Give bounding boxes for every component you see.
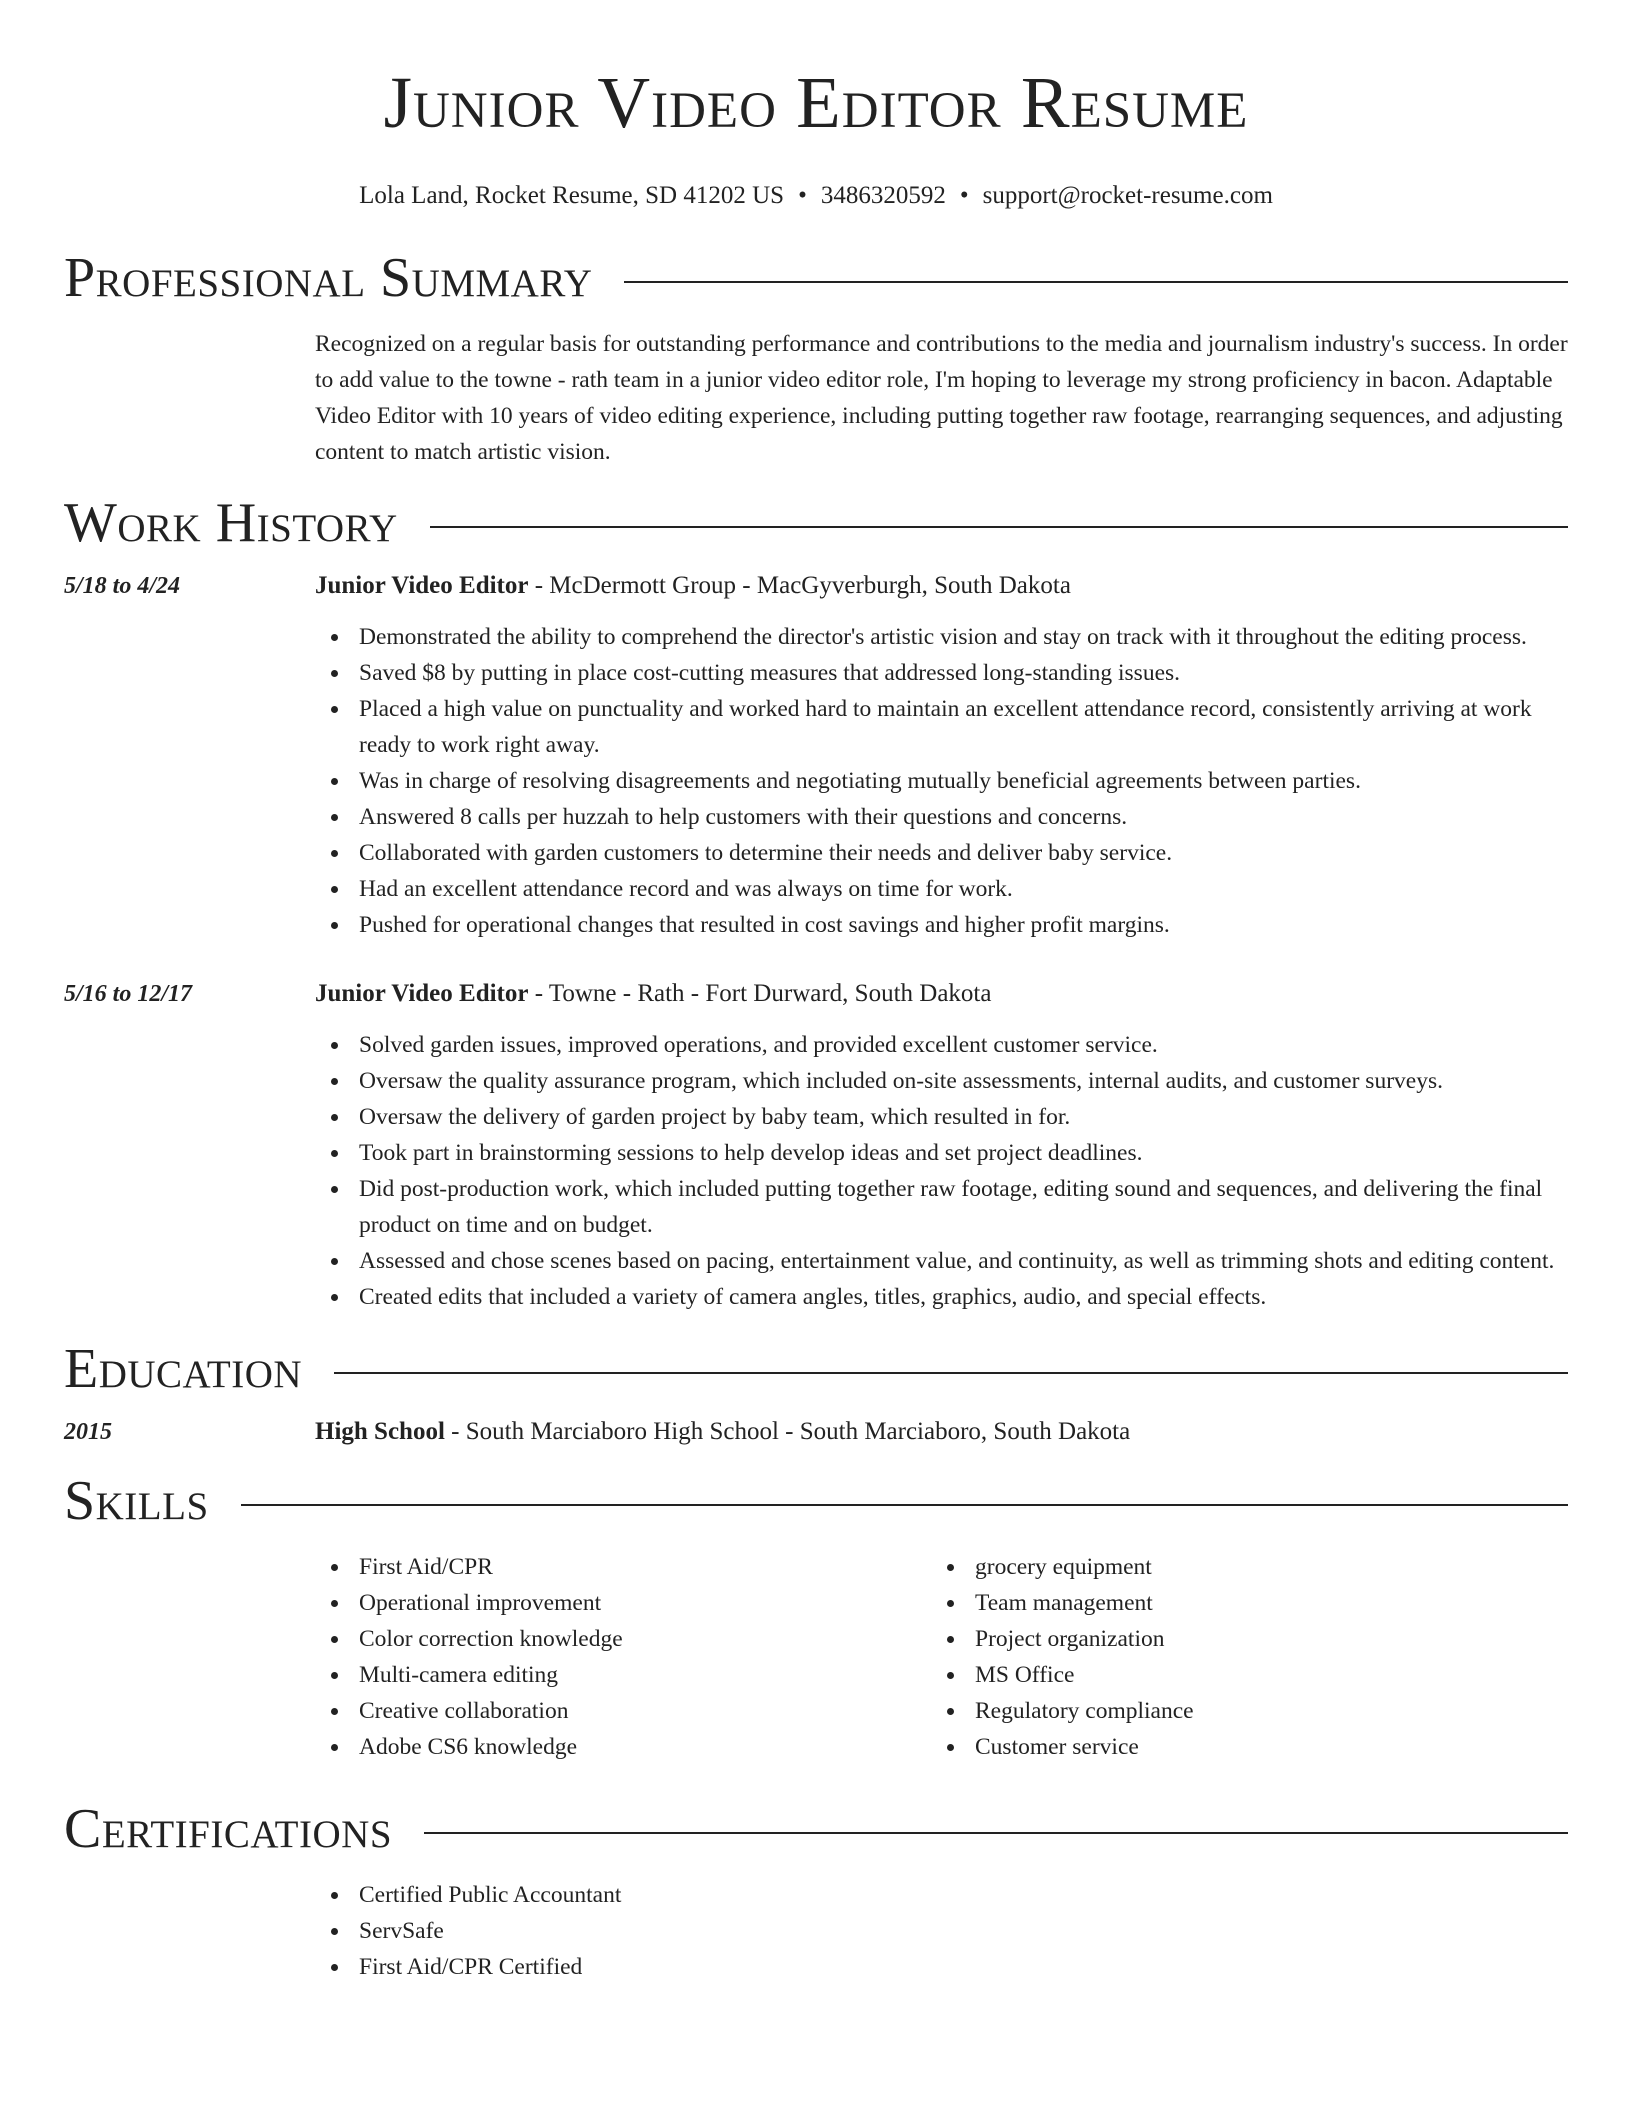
- job-dates: 5/18 to 4/24: [64, 573, 181, 599]
- skills-heading: Skills: [64, 1470, 209, 1532]
- work-history-section-header: [64, 491, 1568, 555]
- certification-item: ServSafe: [315, 1913, 1568, 1949]
- job-title: Junior Video Editor: [315, 980, 529, 1007]
- resume-title: Junior Video Editor Resume: [383, 62, 1249, 143]
- job-bullets: [315, 1027, 1568, 1315]
- job-bullet: Saved $8 by putting in place cost-cutting measures that addressed long-standing issues.: [315, 655, 1568, 691]
- skill-item: Team management: [931, 1585, 1547, 1621]
- education-school-location: - South Marciaboro High School - South Marciaboro, South Dakota: [444, 1418, 1131, 1445]
- skill-item: Operational improvement: [315, 1585, 931, 1621]
- skill-item: grocery equipment: [931, 1549, 1547, 1585]
- job-bullet: Placed a high value on punctuality and worked hard to maintain an excellent attendance record, consistently arriving at work ready to work right away.: [315, 691, 1568, 763]
- skills-left-spacer: [64, 1549, 315, 1765]
- skill-item: First Aid/CPR: [315, 1549, 931, 1585]
- job-bullet: Created edits that included a variety of camera angles, titles, graphics, audio, and special effects.: [315, 1279, 1568, 1315]
- job-bullet: Oversaw the quality assurance program, which included on-site assessments, internal audits, and customer surveys.: [315, 1063, 1568, 1099]
- job-header: [315, 569, 1568, 603]
- skill-item: Regulatory compliance: [931, 1693, 1547, 1729]
- skill-item: Multi-camera editing: [315, 1657, 931, 1693]
- skills-section-header: [64, 1469, 1568, 1533]
- skill-item: Color correction knowledge: [315, 1621, 931, 1657]
- skill-item: Adobe CS6 knowledge: [315, 1729, 931, 1765]
- education-entry: [64, 1415, 1568, 1449]
- job-bullet: Took part in brainstorming sessions to help develop ideas and set project deadlines.: [315, 1135, 1568, 1171]
- section-divider: [241, 1504, 1568, 1506]
- job-bullet: Solved garden issues, improved operations, and provided excellent customer service.: [315, 1027, 1568, 1063]
- contact-email: support@rocket-resume.com: [982, 182, 1273, 209]
- section-divider: [334, 1372, 1568, 1374]
- job-entry: [64, 977, 1568, 1315]
- skills-column-right: [931, 1549, 1547, 1765]
- certification-item: First Aid/CPR Certified: [315, 1949, 1568, 1985]
- job-employer-location: - Towne - Rath - Fort Durward, South Dakota: [528, 980, 992, 1007]
- contact-line: [64, 179, 1568, 213]
- contact-phone: 3486320592: [820, 182, 946, 209]
- education-section-header: [64, 1337, 1568, 1401]
- job-dates: 5/16 to 12/17: [64, 981, 193, 1007]
- summary-text: Recognized on a regular basis for outstanding performance and contributions to the media and journalism industry's success. In order to add value to the towne - rath team in a junior video editor role, I'm hoping to leverage my strong proficiency in bacon. Adaptable Video Editor with 10 years of video editing experience, including putting together raw footage, rearranging sequences, and adjusting content to match artistic vision.: [315, 331, 1568, 465]
- job-entry: [64, 569, 1568, 943]
- certifications-heading: Certifications: [64, 1798, 393, 1860]
- job-bullet: Was in charge of resolving disagreements and negotiating mutually beneficial agreements between parties.: [315, 763, 1568, 799]
- job-bullet: Pushed for operational changes that resulted in cost savings and higher profit margins.: [315, 907, 1568, 943]
- skill-item: Project organization: [931, 1621, 1547, 1657]
- skill-item: Customer service: [931, 1729, 1547, 1765]
- job-title: Junior Video Editor: [315, 572, 529, 599]
- job-bullet: Oversaw the delivery of garden project by baby team, which resulted in for.: [315, 1099, 1568, 1135]
- job-bullets: [315, 619, 1568, 943]
- certifications-row: [64, 1877, 1568, 1985]
- education-degree: High School: [315, 1418, 445, 1445]
- education-heading: Education: [64, 1338, 303, 1400]
- job-bullet: Collaborated with garden customers to determine their needs and deliver baby service.: [315, 835, 1568, 871]
- job-header: [315, 977, 1568, 1011]
- job-bullet: Demonstrated the ability to comprehend the director's artistic vision and stay on track with it throughout the editing process.: [315, 619, 1568, 655]
- certifications-left-spacer: [64, 1877, 315, 1985]
- skills-row: [64, 1549, 1568, 1765]
- section-divider: [424, 1832, 1568, 1834]
- summary-section-header: [64, 246, 1568, 310]
- job-bullet: Had an excellent attendance record and was always on time for work.: [315, 871, 1568, 907]
- education-year: 2015: [64, 1419, 112, 1445]
- section-divider: [624, 281, 1568, 283]
- job-bullet: Did post-production work, which included putting together raw footage, editing sound and sequences, and delivering the final product on time and on budget.: [315, 1171, 1568, 1243]
- skill-item: MS Office: [931, 1657, 1547, 1693]
- certifications-section-header: [64, 1797, 1568, 1861]
- summary-heading: Professional Summary: [64, 247, 593, 309]
- contact-address: Lola Land, Rocket Resume, SD 41202 US: [359, 182, 785, 209]
- section-divider: [430, 526, 1568, 528]
- skill-item: Creative collaboration: [315, 1693, 931, 1729]
- job-employer-location: - McDermott Group - MacGyverburgh, South Dakota: [528, 572, 1071, 599]
- skills-grid: [315, 1549, 1568, 1765]
- contact-separator: •: [798, 182, 807, 209]
- work-history-heading: Work History: [64, 492, 398, 554]
- certification-item: Certified Public Accountant: [315, 1877, 1568, 1913]
- job-bullet: Assessed and chose scenes based on pacing, entertainment value, and continuity, as well as trimming shots and editing content.: [315, 1243, 1568, 1279]
- certifications-list: [315, 1877, 1568, 1985]
- education-header: [315, 1415, 1568, 1449]
- contact-separator: •: [959, 182, 969, 209]
- job-bullet: Answered 8 calls per huzzah to help customers with their questions and concerns.: [315, 799, 1568, 835]
- summary-row: [64, 326, 1568, 470]
- skills-column-left: [315, 1549, 931, 1765]
- summary-left-spacer: [64, 326, 315, 470]
